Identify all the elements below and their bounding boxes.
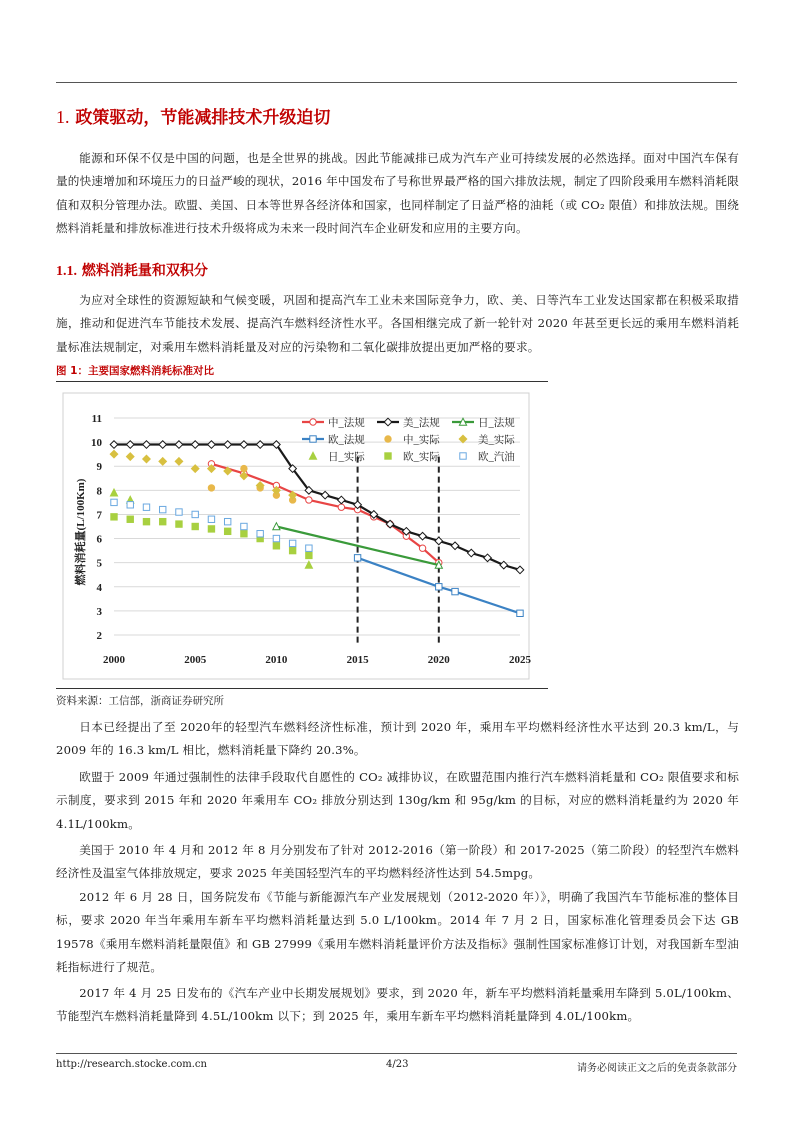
data-point-中_法规-2012 bbox=[306, 497, 312, 503]
paragraph-china-2012: 2012 年 6 月 28 日，国务院发布《节能与新能源汽车产业发展规划（2012-2020 年）》，明确了我国汽车节能标准的整体目标，要求 2020 年当年乘用车新车平均燃料消耗量达到 5.0 L/100km。2014 年 7 月 2 日，国家标准化管理委员会下达 GB 19578《乘用车燃料消耗量限值》和 GB 27999《乘用车燃料消耗量评价方法及指标》强制性国家标准修订计划，对我国新车型油耗指标进行了规范。 bbox=[56, 890, 739, 974]
chart-frame bbox=[63, 393, 529, 679]
data-point-欧_实际-2008 bbox=[241, 531, 247, 537]
legend-swatch-marker-欧_法规 bbox=[310, 436, 316, 442]
data-point-欧_实际-2003 bbox=[160, 518, 166, 524]
y-tick-label-4: 4 bbox=[96, 581, 102, 594]
data-point-欧_汽油-2007 bbox=[224, 518, 230, 524]
data-point-欧_实际-2001 bbox=[127, 516, 133, 522]
y-tick-label-7: 7 bbox=[96, 509, 102, 522]
section-1-heading bbox=[56, 103, 330, 128]
paragraph-japan: 日本已经提出了至 2020年的轻型汽车燃料经济性标准，预计到 2020 年，乘用车平均燃料经济性水平达到 20.3 km/L，与 2009 年的 16.3 km/L 相比，燃料消耗量下降约 20.3%。 bbox=[56, 720, 739, 758]
y-tick-label-2: 2 bbox=[96, 630, 102, 642]
data-point-欧_汽油-2011 bbox=[289, 540, 295, 546]
section-1-1-number: 1.1. bbox=[56, 264, 77, 279]
y-tick-label-3: 3 bbox=[96, 605, 102, 618]
data-point-欧_汽油-2010 bbox=[273, 535, 279, 541]
data-point-欧_汽油-2004 bbox=[176, 509, 182, 515]
data-point-欧_法规-2020 bbox=[436, 584, 442, 590]
legend-swatch-marker-欧_实际 bbox=[385, 453, 391, 459]
legend-swatch-marker-中_实际 bbox=[385, 436, 391, 442]
data-point-欧_汽油-2012 bbox=[306, 545, 312, 551]
legend-label-欧_实际: 欧_实际 bbox=[403, 452, 440, 463]
data-point-欧_实际-2012 bbox=[306, 552, 312, 558]
x-tick-label-2015: 2015 bbox=[346, 654, 369, 666]
header-rule bbox=[56, 82, 737, 83]
data-point-欧_实际-2002 bbox=[143, 518, 149, 524]
x-tick-label-2020: 2020 bbox=[427, 654, 450, 666]
figure-source: 资料来源：工信部，浙商证券研究所 bbox=[56, 695, 224, 707]
y-axis-label: 燃料消耗量(L/100Km) bbox=[75, 478, 87, 586]
x-tick-label-2005: 2005 bbox=[184, 654, 207, 666]
data-point-欧_实际-2004 bbox=[176, 521, 182, 527]
footer-disclaimer: 请务必阅读正文之后的免责条款部分 bbox=[577, 1063, 737, 1074]
x-tick-label-2025: 2025 bbox=[509, 654, 531, 666]
legend-label-中_法规: 中_法规 bbox=[328, 418, 365, 429]
fuel-consumption-chart bbox=[62, 392, 532, 682]
y-tick-label-11: 11 bbox=[91, 413, 102, 425]
legend-label-日_法规: 日_法规 bbox=[478, 418, 515, 429]
legend-swatch-marker-中_法规 bbox=[310, 419, 316, 425]
figure-bottom-rule bbox=[56, 688, 548, 689]
data-point-欧_实际-2011 bbox=[289, 547, 295, 553]
legend-label-美_实际: 美_实际 bbox=[478, 435, 515, 446]
legend-swatch-marker-欧_汽油 bbox=[460, 453, 466, 459]
data-point-欧_实际-2010 bbox=[273, 543, 279, 549]
data-point-中_实际-2008 bbox=[241, 465, 247, 471]
section-1-title: 政策驱动，节能减排技术升级迫切 bbox=[75, 108, 331, 128]
legend-label-日_实际: 日_实际 bbox=[328, 452, 365, 463]
data-point-欧_汽油-2002 bbox=[143, 504, 149, 510]
data-point-欧_汽油-2003 bbox=[160, 506, 166, 512]
data-point-中_法规-2014 bbox=[338, 504, 344, 510]
data-point-中_实际-2006 bbox=[208, 485, 214, 491]
x-tick-label-2000: 2000 bbox=[103, 654, 125, 666]
paragraph-intro: 能源和环保不仅是中国的问题，也是全世界的挑战。因此节能减排已成为汽车产业可持续发展的必然选择。面对中国汽车保有量的快速增加和环境压力的日益严峻的现状，2016 年中国发布了号称世界最严格的国六排放法规，制定了四阶段乘用车燃料消耗限值和双积分管理办法。欧盟、美国、日本等世界各经济体和国家，也同样制定了日益严格的油耗（或 CO₂ 限值）和排放法规。围绕燃料消耗量和排放标准进行技术升级将成为未来一段时间汽车企业研发和应用的主要方向。 bbox=[56, 151, 739, 235]
paragraph-us: 美国于 2010 年 4 月和 2012 年 8 月分别发布了针对 2012-2016（第一阶段）和 2017-2025（第二阶段）的轻型汽车燃料经济性及温室气体排放规定，要求 2025 年美国轻型汽车的平均燃料经济性达到 54.5mpg。 bbox=[56, 843, 739, 881]
data-point-欧_汽油-2008 bbox=[241, 523, 247, 529]
data-point-欧_实际-2006 bbox=[208, 526, 214, 532]
data-point-欧_法规-2021 bbox=[452, 588, 458, 594]
figure-title: 图 1：主要国家燃料消耗标准对比 bbox=[56, 365, 214, 377]
y-tick-label-9: 9 bbox=[96, 461, 102, 474]
legend-label-欧_法规: 欧_法规 bbox=[328, 435, 365, 446]
section-1-1-title: 燃料消耗量和双积分 bbox=[81, 263, 208, 279]
data-point-欧_实际-2007 bbox=[224, 528, 230, 534]
legend-label-欧_汽油: 欧_汽油 bbox=[478, 452, 515, 463]
paragraph-eu: 欧盟于 2009 年通过强制性的法律手段取代自愿性的 CO₂ 减排协议，在欧盟范围内推行汽车燃料消耗量和 CO₂ 限值要求和标示制度，要求到 2015 年和 2020 年乘用车 CO₂ 排放分别达到 130g/km 和 95g/km 的目标，对应的燃料消耗量约为 2020 年 4.1L/100km。 bbox=[56, 770, 739, 831]
data-point-欧_汽油-2001 bbox=[127, 502, 133, 508]
paragraph-china-2017: 2017 年 4 月 25 日发布的《汽车产业中长期发展规划》要求，到 2020 年，新车平均燃料消耗量乘用车降到 5.0L/100km、节能型汽车燃料消耗量降到 4.5L/100km 以下；到 2025 年，乘用车新车平均燃料消耗量降到 4.0L/100km。 bbox=[56, 986, 739, 1024]
data-point-欧_法规-2015 bbox=[354, 555, 360, 561]
data-point-欧_汽油-2009 bbox=[257, 531, 263, 537]
data-point-欧_实际-2005 bbox=[192, 523, 198, 529]
x-tick-label-2010: 2010 bbox=[265, 654, 288, 666]
footer-rule bbox=[56, 1053, 737, 1054]
data-point-欧_汽油-2006 bbox=[208, 516, 214, 522]
paragraph-global: 为应对全球性的资源短缺和气候变暖，巩固和提高汽车工业未来国际竞争力，欧、美、日等汽车工业发达国家都在积极采取措施，推动和促进汽车节能技术发展、提高汽车燃料经济性水平。各国相继完成了新一轮针对 2020 年甚至更长远的乘用车燃料消耗量标准法规制定，对乘用车燃料消耗量及对应的污染物和二氧化碳排放提出更加严格的要求。 bbox=[56, 293, 739, 354]
section-1-number: 1. bbox=[56, 107, 70, 127]
section-1-1-heading bbox=[56, 260, 208, 280]
y-tick-label-8: 8 bbox=[96, 485, 102, 498]
data-point-欧_汽油-2005 bbox=[192, 511, 198, 517]
footer-url: http://research.stocke.com.cn bbox=[56, 1059, 207, 1070]
legend-label-中_实际: 中_实际 bbox=[403, 435, 440, 446]
y-tick-label-10: 10 bbox=[91, 437, 102, 450]
data-point-欧_实际-2000 bbox=[111, 514, 117, 520]
data-point-中_法规-2019 bbox=[419, 545, 425, 551]
chart-legend bbox=[302, 416, 515, 463]
footer-page-number: 4/23 bbox=[386, 1059, 409, 1070]
figure-top-rule bbox=[56, 381, 548, 382]
data-point-欧_汽油-2000 bbox=[111, 499, 117, 505]
legend-label-美_法规: 美_法规 bbox=[403, 418, 440, 429]
y-tick-label-5: 5 bbox=[96, 557, 102, 570]
data-point-欧_法规-2025 bbox=[517, 610, 523, 616]
y-tick-label-6: 6 bbox=[96, 533, 102, 546]
